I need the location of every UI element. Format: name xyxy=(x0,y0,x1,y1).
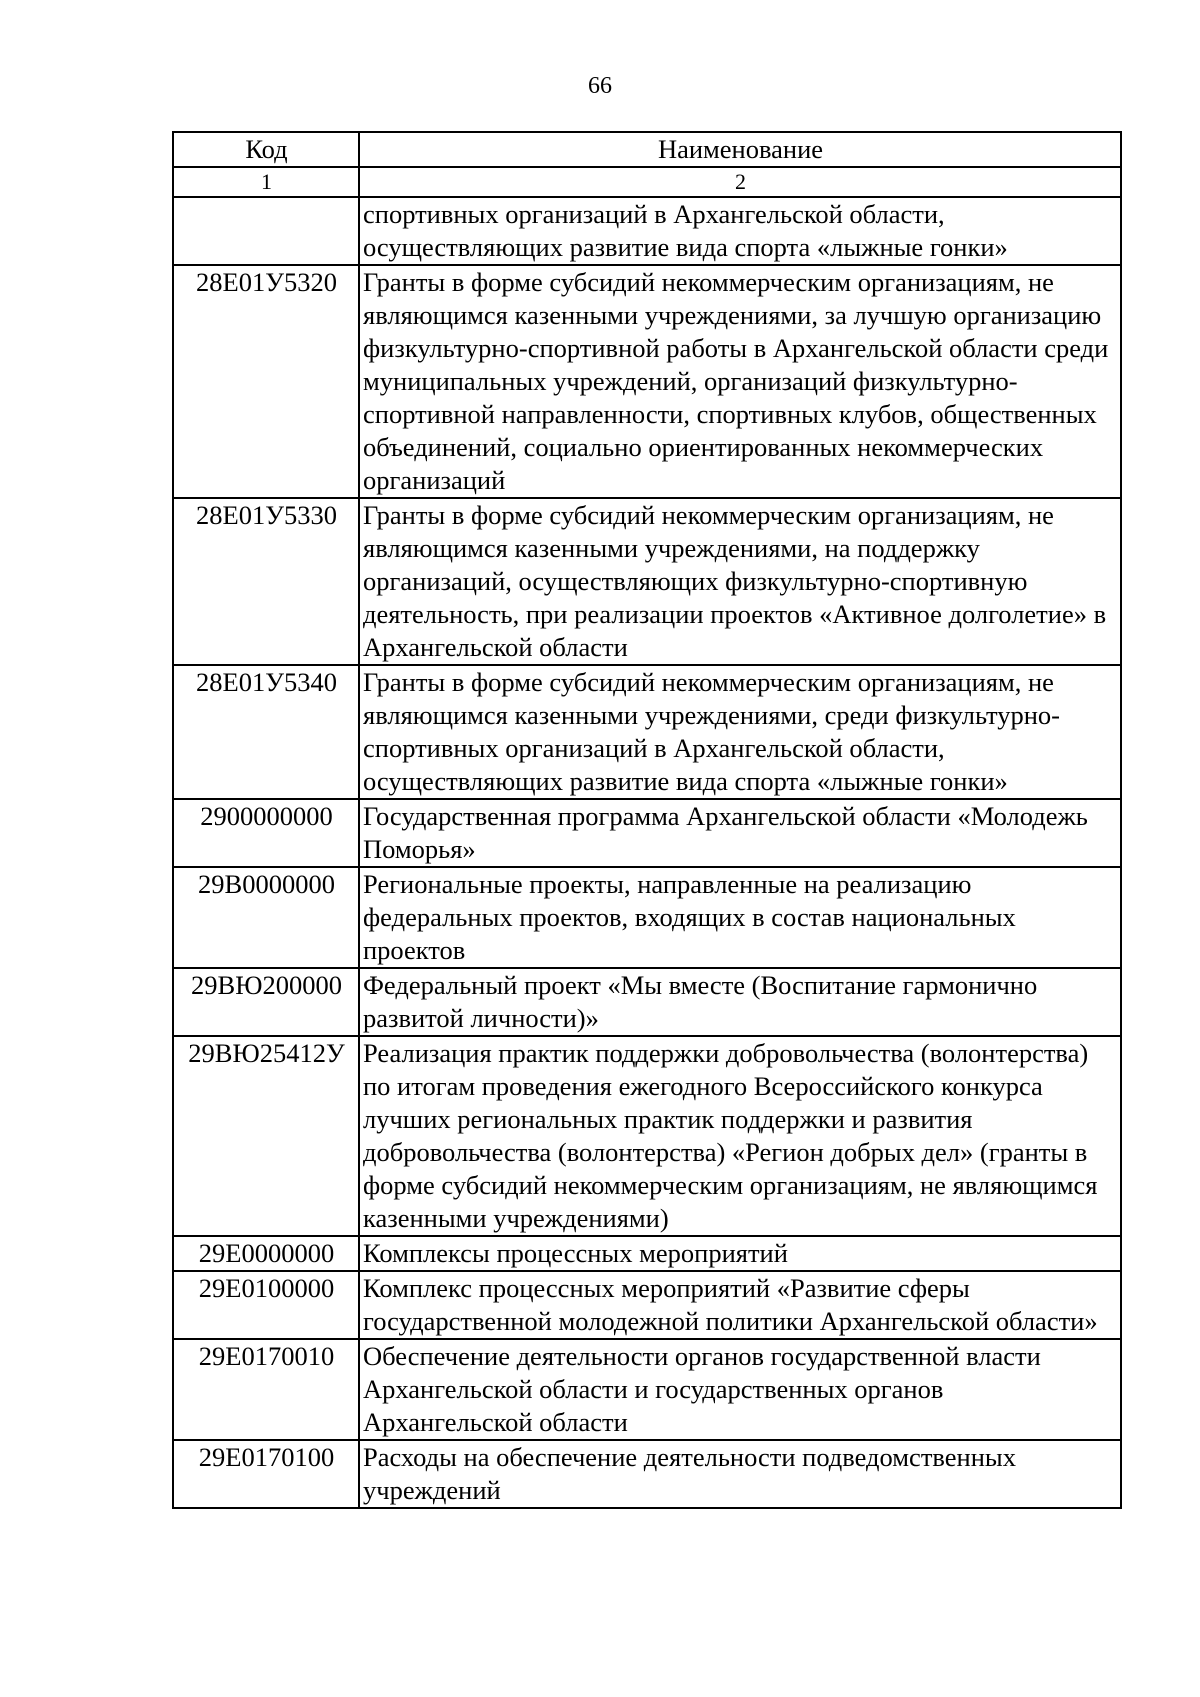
row-name: Государственная программа Архангельской области «Молодежь Поморья» xyxy=(359,799,1121,867)
row-name: Федеральный проект «Мы вместе (Воспитание гармонично развитой личности)» xyxy=(359,968,1121,1036)
table-row xyxy=(173,1036,1121,1236)
header-code: Код xyxy=(173,132,359,167)
row-code: 29Е0170010 xyxy=(173,1339,359,1440)
row-name: Региональные проекты, направленные на реализацию федеральных проектов, входящих в состав национальных проектов xyxy=(359,867,1121,968)
row-name: Гранты в форме субсидий некоммерческим организациям, не являющимся казенными учреждениями, на поддержку организаций, осуществляющих физкультурно-спортивную деятельность, при реализации проектов «Активное долголетие» в Архангельской области xyxy=(359,498,1121,665)
row-name: Реализация практик поддержки добровольчества (волонтерства) по итогам проведения ежегодного Всероссийского конкурса лучших региональных практик поддержки и развития добровольчества (волонтерства) «Регион добрых дел» (гранты в форме субсидий некоммерческим организациям, не являющимся казенными учреждениями) xyxy=(359,1036,1121,1236)
table-row xyxy=(173,1440,1121,1508)
row-code: 29Е0000000 xyxy=(173,1236,359,1271)
row-code: 28Е01У5320 xyxy=(173,265,359,498)
table-body xyxy=(173,197,1121,1508)
table-row xyxy=(173,498,1121,665)
row-name: Комплекс процессных мероприятий «Развитие сферы государственной молодежной политики Архангельской области» xyxy=(359,1271,1121,1339)
table-row xyxy=(173,968,1121,1036)
table-header-row xyxy=(173,132,1121,167)
row-name: Расходы на обеспечение деятельности подведомственных учреждений xyxy=(359,1440,1121,1508)
table-row xyxy=(173,799,1121,867)
table-row xyxy=(173,1236,1121,1271)
table-row xyxy=(173,665,1121,799)
budget-code-table xyxy=(172,131,1122,1509)
table-index-row xyxy=(173,167,1121,197)
table-row xyxy=(173,1271,1121,1339)
page-number: 66 xyxy=(588,73,612,99)
table-row xyxy=(173,197,1121,265)
row-name: Гранты в форме субсидий некоммерческим организациям, не являющимся казенными учреждениями, среди физкультурно-спортивных организаций в Архангельской области, осуществляющих развитие вида спорта «лыжные гонки» xyxy=(359,665,1121,799)
column-index-2: 2 xyxy=(359,167,1121,197)
row-code: 29ВЮ200000 xyxy=(173,968,359,1036)
row-code: 29Е0170100 xyxy=(173,1440,359,1508)
row-code: 28Е01У5330 xyxy=(173,498,359,665)
column-index-1: 1 xyxy=(173,167,359,197)
table-row xyxy=(173,1339,1121,1440)
row-name: Обеспечение деятельности органов государственной власти Архангельской области и государственных органов Архангельской области xyxy=(359,1339,1121,1440)
header-name: Наименование xyxy=(359,132,1121,167)
table-row xyxy=(173,265,1121,498)
row-code: 29Е0100000 xyxy=(173,1271,359,1339)
row-code: 29В0000000 xyxy=(173,867,359,968)
row-code: 28Е01У5340 xyxy=(173,665,359,799)
row-name: спортивных организаций в Архангельской области, осуществляющих развитие вида спорта «лыжные гонки» xyxy=(359,197,1121,265)
row-code: 29ВЮ25412У xyxy=(173,1036,359,1236)
row-name: Гранты в форме субсидий некоммерческим организациям, не являющимся казенными учреждениями, за лучшую организацию физкультурно-спортивной работы в Архангельской области среди муниципальных учреждений, организаций физкультурно-спортивной направленности, спортивных клубов, общественных объединений, социально ориентированных некоммерческих организаций xyxy=(359,265,1121,498)
row-code: 2900000000 xyxy=(173,799,359,867)
row-name: Комплексы процессных мероприятий xyxy=(359,1236,1121,1271)
row-code xyxy=(173,197,359,265)
table-row xyxy=(173,867,1121,968)
